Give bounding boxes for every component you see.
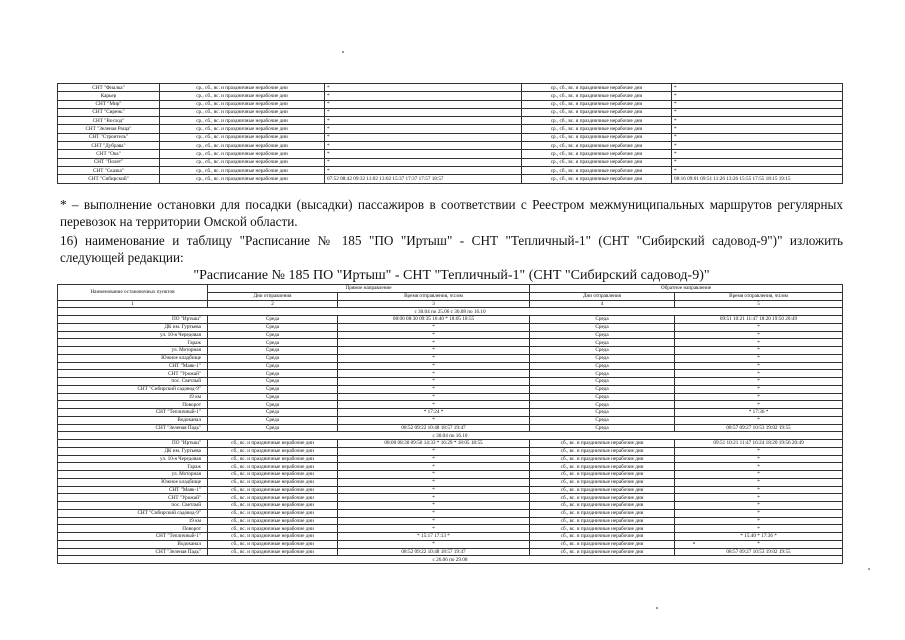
backward-days-cell: сб., вс. и праздничные нерабочие дни [530, 517, 675, 525]
top-table-row [58, 117, 843, 125]
main-table-body [58, 285, 843, 564]
backward-time-cell: * [675, 509, 843, 517]
forward-days-cell: Среда [208, 409, 338, 417]
forward-days-cell: ср., сб., вс. и праздничные нерабочие дни [160, 100, 325, 108]
forward-time-cell: * [338, 509, 530, 517]
backward-days-cell: сб., вс. и праздничные нерабочие дни [530, 471, 675, 479]
forward-time-cell: * [325, 100, 522, 108]
backward-days-cell: ср., сб., вс. и праздничные нерабочие дни [522, 108, 672, 116]
backward-days-cell: ср., сб., вс. и праздничные нерабочие дни [522, 117, 672, 125]
backward-time-cell: 09:51 10:21 11:47 18:20 19:50 20:49 [675, 316, 843, 324]
scan-speck [868, 568, 870, 570]
backward-days-cell: Среда [530, 362, 675, 370]
backward-time-cell: * [675, 354, 843, 362]
schedule-row [58, 509, 843, 517]
backward-time-cell: 08:16 09:01 09:51 11:26 13:26 15:55 17:55 18:15 19:15 [672, 175, 843, 183]
forward-days-cell: сб., вс. и праздничные нерабочие дни [208, 540, 338, 548]
backward-time-cell: 08:57 09:27 10:53 19:02 19:55 [675, 424, 843, 432]
forward-days-cell: ср., сб., вс. и праздничные нерабочие дни [160, 108, 325, 116]
schedule-row [58, 447, 843, 455]
forward-days-cell: Среда [208, 424, 338, 432]
stop-name-cell: Гараж [58, 339, 208, 347]
schedule-row [58, 323, 843, 331]
forward-days-cell: Среда [208, 393, 338, 401]
forward-days-cell: Среда [208, 316, 338, 324]
backward-time-cell: 09:51 10:21 11:47 16:24 18:20 19:56 20:49 [675, 440, 843, 448]
backward-days-cell: Среда [530, 385, 675, 393]
schedule-row [58, 331, 843, 339]
forward-days-cell: Среда [208, 378, 338, 386]
stop-name-cell: ул. Моторная [58, 471, 208, 479]
top-table-row [58, 150, 843, 158]
forward-time-cell: * [338, 447, 530, 455]
backward-time-cell: * [675, 540, 843, 548]
forward-time-cell: * [338, 354, 530, 362]
backward-days-cell: ср., сб., вс. и праздничные нерабочие дни [522, 92, 672, 100]
forward-time-cell: * [325, 158, 522, 166]
forward-days-cell: ср., сб., вс. и праздничные нерабочие дни [160, 133, 325, 141]
backward-days-cell: сб., вс. и праздничные нерабочие дни [530, 486, 675, 494]
forward-time-cell: * [325, 166, 522, 174]
stop-name-cell: ул. 10-я Чередовая [58, 331, 208, 339]
top-table-row [58, 142, 843, 150]
forward-days-cell: сб., вс. и праздничные нерабочие дни [208, 509, 338, 517]
forward-time-cell: * 17:24 * [338, 409, 530, 417]
forward-time-cell: * [338, 463, 530, 471]
backward-days-cell: ср., сб., вс. и праздничные нерабочие дни [522, 166, 672, 174]
backward-time-cell: * [672, 84, 843, 92]
schedule-row [58, 370, 843, 378]
forward-time-cell: * [338, 370, 530, 378]
schedule-row [58, 316, 843, 324]
stop-name-cell: СНТ "Фиалка" [58, 84, 160, 92]
forward-time-cell: * [325, 108, 522, 116]
forward-time-cell: * 15:17 17:13 * [338, 533, 530, 541]
forward-time-cell: * [325, 84, 522, 92]
forward-time-cell: * [325, 133, 522, 141]
schedule-row [58, 409, 843, 417]
top-table-body [58, 84, 843, 184]
forward-days-cell: Среда [208, 323, 338, 331]
backward-days-cell: ср., сб., вс. и праздничные нерабочие дни [522, 125, 672, 133]
schedule-row [58, 455, 843, 463]
stop-name-cell: СНТ "Сказка" [58, 166, 160, 174]
backward-time-cell: * 17:36 * [675, 409, 843, 417]
forward-time-cell: 08:00 08:30 09:56 14:33 * 16:29 * 18:05 18:55 [338, 440, 530, 448]
backward-days-cell: сб., вс. и праздничные нерабочие дни [530, 478, 675, 486]
forward-days-cell: ср., сб., вс. и праздничные нерабочие дни [160, 84, 325, 92]
header-backward-time: Время отправления, чч:мм [675, 292, 843, 300]
backward-days-cell: сб., вс. и праздничные нерабочие дни [530, 525, 675, 533]
forward-time-cell: * [325, 142, 522, 150]
forward-days-cell: сб., вс. и праздничные нерабочие дни [208, 486, 338, 494]
forward-time-cell: * [338, 455, 530, 463]
schedule-row [58, 548, 843, 556]
forward-time-cell: * [338, 540, 530, 548]
backward-time-cell: * [675, 331, 843, 339]
forward-time-cell: * [338, 393, 530, 401]
forward-time-cell: 08:00 08:30 09:35 16:40 * 18:05 18:55 [338, 316, 530, 324]
top-table-row [58, 84, 843, 92]
stop-name-cell: ПО "Иртыш" [58, 440, 208, 448]
footnote-paragraph: * – выполнение остановки для посадки (высадки) пассажиров в соответствии с Реестром межмуниципальных маршрутов регулярных перевозок на территории Омской области. [60, 197, 843, 229]
backward-days-cell: Среда [530, 370, 675, 378]
stop-name-cell: Карьер [58, 92, 160, 100]
backward-days-cell: ср., сб., вс. и праздничные нерабочие дни [522, 158, 672, 166]
backward-time-cell: * [675, 393, 843, 401]
forward-days-cell: сб., вс. и праздничные нерабочие дни [208, 525, 338, 533]
forward-time-cell: * [338, 323, 530, 331]
forward-time-cell: * [325, 117, 522, 125]
backward-days-cell: Среда [530, 409, 675, 417]
backward-time-cell: * [675, 339, 843, 347]
period-row-2 [58, 432, 843, 440]
forward-time-cell: 08:52 09:22 10:48 18:57 19:47 [338, 424, 530, 432]
forward-days-cell: сб., вс. и праздничные нерабочие дни [208, 502, 338, 510]
period-band: с 26.06 по 29.08 [58, 556, 843, 564]
top-table-row [58, 125, 843, 133]
backward-days-cell: ср., сб., вс. и праздничные нерабочие дни [522, 133, 672, 141]
column-number-row [58, 300, 843, 308]
period-row-3 [58, 556, 843, 564]
top-schedule-table [57, 83, 843, 184]
scan-speck [656, 607, 658, 609]
period-row-1 [58, 308, 843, 316]
stop-name-cell: Гараж [58, 463, 208, 471]
schedule-row [58, 463, 843, 471]
forward-days-cell: ср., сб., вс. и праздничные нерабочие дни [160, 175, 325, 183]
forward-days-cell: Среда [208, 347, 338, 355]
schedule-row [58, 424, 843, 432]
backward-time-cell: * [675, 370, 843, 378]
backward-days-cell: Среда [530, 316, 675, 324]
forward-time-cell: * [338, 401, 530, 409]
header-forward-days: Дни отправления [208, 292, 338, 300]
forward-days-cell: сб., вс. и праздничные нерабочие дни [208, 447, 338, 455]
stop-name-cell: ДК им. Гуртьева [58, 323, 208, 331]
scan-speck [342, 51, 344, 53]
backward-time-cell: * [672, 108, 843, 116]
column-number: 1 [58, 300, 208, 308]
forward-days-cell: ср., сб., вс. и праздничные нерабочие дни [160, 117, 325, 125]
backward-days-cell: сб., вс. и праздничные нерабочие дни [530, 494, 675, 502]
header-forward-direction: Прямое направление [208, 285, 530, 293]
forward-days-cell: сб., вс. и праздничные нерабочие дни [208, 440, 338, 448]
stop-name-cell: СНТ "Зеленая Роща" [58, 125, 160, 133]
backward-days-cell: сб., вс. и праздничные нерабочие дни [530, 533, 675, 541]
stop-name-cell: СНТ "Зеленая Падь" [58, 424, 208, 432]
amendment-item-16: 16) наименование и таблицу "Расписание № 185 "ПО "Иртыш" - СНТ "Тепличный-1" (СНТ "Сибирский садовод-9")" изложить следующей редакции: [60, 233, 843, 265]
forward-days-cell: Среда [208, 385, 338, 393]
forward-days-cell: сб., вс. и праздничные нерабочие дни [208, 471, 338, 479]
backward-days-cell: сб., вс. и праздничные нерабочие дни [530, 440, 675, 448]
schedule-row [58, 494, 843, 502]
backward-days-cell: ср., сб., вс. и праздничные нерабочие дни [522, 84, 672, 92]
stop-name-cell: 19 км [58, 517, 208, 525]
forward-time-cell: * [338, 494, 530, 502]
backward-days-cell: Среда [530, 354, 675, 362]
forward-time-cell: * [338, 502, 530, 510]
stop-name-cell: СНТ "Сирень" [58, 108, 160, 116]
forward-days-cell: ср., сб., вс. и праздничные нерабочие дни [160, 150, 325, 158]
backward-days-cell: Среда [530, 378, 675, 386]
forward-days-cell: сб., вс. и праздничные нерабочие дни [208, 478, 338, 486]
forward-time-cell: * [338, 416, 530, 424]
forward-days-cell: сб., вс. и праздничные нерабочие дни [208, 548, 338, 556]
forward-time-cell: * [338, 385, 530, 393]
forward-time-cell: * [338, 517, 530, 525]
backward-time-cell: * [675, 323, 843, 331]
backward-time-cell: * [672, 117, 843, 125]
backward-time-cell: * [675, 401, 843, 409]
backward-days-cell: Среда [530, 339, 675, 347]
forward-days-cell: ср., сб., вс. и праздничные нерабочие дни [160, 166, 325, 174]
stop-name-cell: СНТ "Сибирский садовод-9" [58, 385, 208, 393]
forward-time-cell: * [325, 125, 522, 133]
stop-name-cell: Южное кладбище [58, 478, 208, 486]
forward-days-cell: ср., сб., вс. и праздничные нерабочие дни [160, 125, 325, 133]
backward-time-cell: * [672, 133, 843, 141]
backward-days-cell: сб., вс. и праздничные нерабочие дни [530, 447, 675, 455]
backward-time-cell: * [675, 494, 843, 502]
schedule-row [58, 401, 843, 409]
top-table-row [58, 158, 843, 166]
forward-time-cell: 07:52 08:42 09:32 11:02 13:02 15:37 17:37 17:57 18:57 [325, 175, 522, 183]
schedule-row [58, 540, 843, 548]
stop-name-cell: пос. Светлый [58, 502, 208, 510]
column-number: 3 [338, 300, 530, 308]
backward-time-cell: 08:57 09:27 10:53 19:02 19:55 [675, 548, 843, 556]
forward-days-cell: Среда [208, 354, 338, 362]
forward-days-cell: ср., сб., вс. и праздничные нерабочие дни [160, 142, 325, 150]
forward-time-cell: 08:52 09:22 10:48 18:57 19:47 [338, 548, 530, 556]
scan-speck [693, 542, 695, 544]
forward-time-cell: * [325, 92, 522, 100]
forward-time-cell: * [338, 525, 530, 533]
stop-name-cell: ул. Моторная [58, 347, 208, 355]
schedule-row [58, 416, 843, 424]
backward-days-cell: сб., вс. и праздничные нерабочие дни [530, 455, 675, 463]
schedule-row [58, 440, 843, 448]
stop-name-cell: пос. Светлый [58, 378, 208, 386]
backward-days-cell: Среда [530, 347, 675, 355]
top-table-row [58, 175, 843, 183]
backward-time-cell: * [675, 447, 843, 455]
top-table-row [58, 92, 843, 100]
backward-time-cell: * [672, 166, 843, 174]
top-table-row [58, 133, 843, 141]
backward-days-cell: сб., вс. и праздничные нерабочие дни [530, 509, 675, 517]
forward-time-cell: * [338, 486, 530, 494]
backward-time-cell: * [675, 378, 843, 386]
schedule-row [58, 362, 843, 370]
backward-time-cell: * [672, 142, 843, 150]
stop-name-cell: ДК им. Гуртьева [58, 447, 208, 455]
forward-days-cell: сб., вс. и праздничные нерабочие дни [208, 533, 338, 541]
backward-time-cell: * [672, 100, 843, 108]
backward-time-cell: * [675, 385, 843, 393]
stop-name-cell: СНТ "Маяк-1" [58, 486, 208, 494]
header-backward-direction: Обратное направление [530, 285, 843, 293]
header-backward-days: Дни отправления [530, 292, 675, 300]
backward-days-cell: ср., сб., вс. и праздничные нерабочие дни [522, 142, 672, 150]
forward-time-cell: * [338, 478, 530, 486]
schedule-row [58, 354, 843, 362]
forward-days-cell: Среда [208, 370, 338, 378]
stop-name-cell: СНТ "Маяк-1" [58, 362, 208, 370]
stop-name-cell: СНТ "Строитель" [58, 133, 160, 141]
forward-days-cell: Среда [208, 339, 338, 347]
stop-name-cell: СНТ "Ока" [58, 150, 160, 158]
forward-time-cell: * [325, 150, 522, 158]
schedule-row [58, 347, 843, 355]
stop-name-cell: СНТ "Полет" [58, 158, 160, 166]
period-band: с 30.04 по 25.06 с 30.08 по 16.10 [58, 308, 843, 316]
backward-time-cell: * [672, 125, 843, 133]
stop-name-cell: Водоканал [58, 540, 208, 548]
forward-time-cell: * [338, 331, 530, 339]
backward-time-cell: * [672, 158, 843, 166]
stop-name-cell: СНТ "Урожай" [58, 370, 208, 378]
backward-days-cell: ср., сб., вс. и праздничные нерабочие дни [522, 100, 672, 108]
forward-days-cell: Среда [208, 401, 338, 409]
backward-days-cell: сб., вс. и праздничные нерабочие дни [530, 540, 675, 548]
backward-time-cell: * [675, 478, 843, 486]
forward-days-cell: сб., вс. и праздничные нерабочие дни [208, 517, 338, 525]
backward-time-cell: * [675, 362, 843, 370]
forward-time-cell: * [338, 339, 530, 347]
stop-name-cell: Водоканал [58, 416, 208, 424]
schedule-row [58, 393, 843, 401]
backward-time-cell: * [675, 525, 843, 533]
stop-name-cell: Южное кладбище [58, 354, 208, 362]
forward-days-cell: сб., вс. и праздничные нерабочие дни [208, 463, 338, 471]
stop-name-cell: ул. 10-я Чередовая [58, 455, 208, 463]
stop-name-cell: 19 км [58, 393, 208, 401]
stop-name-cell: Поворот [58, 401, 208, 409]
forward-time-cell: * [338, 347, 530, 355]
top-table-row [58, 166, 843, 174]
backward-time-cell: * [675, 463, 843, 471]
stop-name-cell: СНТ "Тепличный-1" [58, 409, 208, 417]
schedule-row [58, 502, 843, 510]
schedule-row [58, 525, 843, 533]
backward-time-cell: * [672, 92, 843, 100]
stop-name-cell: СНТ "Урожай" [58, 494, 208, 502]
forward-time-cell: * [338, 378, 530, 386]
schedule-row [58, 378, 843, 386]
backward-time-cell: * [675, 486, 843, 494]
backward-days-cell: Среда [530, 401, 675, 409]
forward-days-cell: Среда [208, 331, 338, 339]
backward-days-cell: ср., сб., вс. и праздничные нерабочие дни [522, 150, 672, 158]
stop-name-cell: СНТ "Дубрава" [58, 142, 160, 150]
backward-days-cell: Среда [530, 424, 675, 432]
forward-days-cell: Среда [208, 416, 338, 424]
column-number: 2 [208, 300, 338, 308]
backward-time-cell: * [675, 416, 843, 424]
schedule-row [58, 339, 843, 347]
schedule-row [58, 533, 843, 541]
backward-days-cell: Среда [530, 331, 675, 339]
header-stop-names: Наименование остановочных пунктов [58, 285, 208, 301]
stop-name-cell: СНТ "Тепличный-1" [58, 533, 208, 541]
forward-days-cell: сб., вс. и праздничные нерабочие дни [208, 455, 338, 463]
backward-days-cell: сб., вс. и праздничные нерабочие дни [530, 502, 675, 510]
backward-days-cell: сб., вс. и праздничные нерабочие дни [530, 463, 675, 471]
schedule-title: "Расписание № 185 ПО "Иртыш" - СНТ "Тепличный-1" (СНТ "Сибирский садовод-9)" [193, 268, 710, 283]
schedule-row [58, 385, 843, 393]
stop-name-cell: ПО "Иртыш" [58, 316, 208, 324]
forward-time-cell: * [338, 471, 530, 479]
top-table-row [58, 100, 843, 108]
column-number: 4 [530, 300, 675, 308]
backward-days-cell: сб., вс. и праздничные нерабочие дни [530, 548, 675, 556]
backward-time-cell: * [675, 471, 843, 479]
stop-name-cell: СНТ "Мир" [58, 100, 160, 108]
schedule-row [58, 471, 843, 479]
backward-time-cell: * [675, 517, 843, 525]
schedule-row [58, 517, 843, 525]
forward-days-cell: сб., вс. и праздничные нерабочие дни [208, 494, 338, 502]
stop-name-cell: СНТ "Восход" [58, 117, 160, 125]
stop-name-cell: СНТ "Зеленая Падь" [58, 548, 208, 556]
backward-days-cell: Среда [530, 416, 675, 424]
schedule-row [58, 486, 843, 494]
backward-time-cell: * [675, 455, 843, 463]
forward-time-cell: * [338, 362, 530, 370]
stop-name-cell: СНТ "Сибирский" [58, 175, 160, 183]
backward-days-cell: Среда [530, 393, 675, 401]
stop-name-cell: Поворот [58, 525, 208, 533]
stop-name-cell: СНТ "Сибирский садовод-9" [58, 509, 208, 517]
main-schedule-table [57, 284, 843, 564]
forward-days-cell: ср., сб., вс. и праздничные нерабочие дни [160, 158, 325, 166]
backward-time-cell: * 15:40 * 17:36 * [675, 533, 843, 541]
forward-days-cell: ср., сб., вс. и праздничные нерабочие дни [160, 92, 325, 100]
header-forward-time: Время отправления, чч:мм [338, 292, 530, 300]
header-row-1 [58, 285, 843, 293]
backward-time-cell: * [675, 347, 843, 355]
forward-days-cell: Среда [208, 362, 338, 370]
period-band: с 30.04 по 16.10 [58, 432, 843, 440]
top-table-row [58, 108, 843, 116]
schedule-row [58, 478, 843, 486]
backward-days-cell: ср., сб., вс. и праздничные нерабочие дни [522, 175, 672, 183]
backward-time-cell: * [675, 502, 843, 510]
backward-days-cell: Среда [530, 323, 675, 331]
backward-time-cell: * [672, 150, 843, 158]
column-number: 5 [675, 300, 843, 308]
